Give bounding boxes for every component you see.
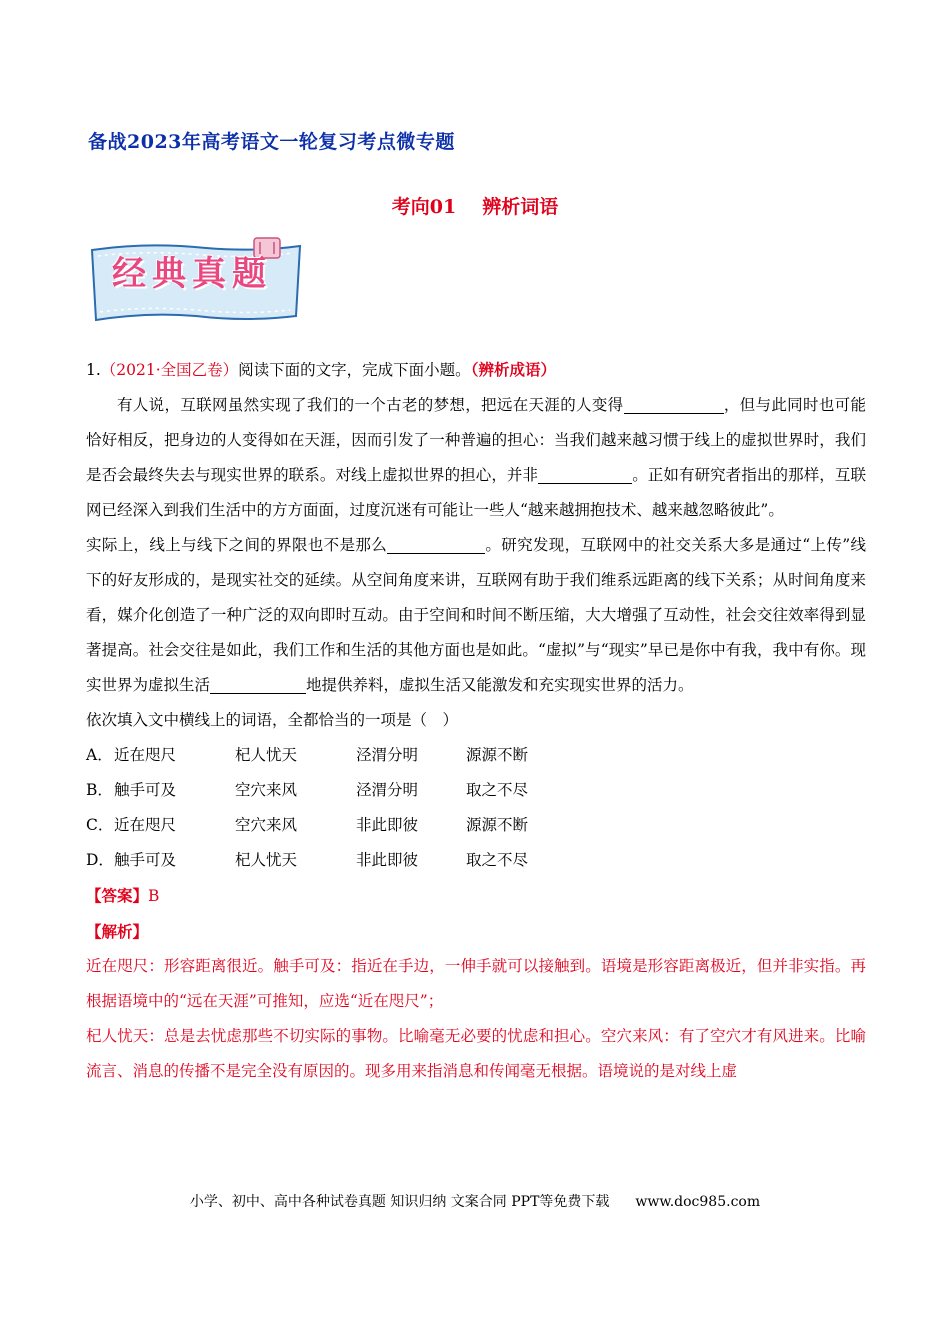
footer-text: 小学、初中、高中各种试卷真题 知识归纳 文案合同 PPT等免费下载 <box>189 1194 610 1210</box>
page-footer <box>0 1191 950 1211</box>
option-b[interactable] <box>86 773 866 808</box>
analysis-paragraph-2: 杞人忧天：总是去忧虑那些不切实际的事物。比喻毫无必要的忧虑和担心。空穴来风：有了空穴才有风进来。比喻流言、消息的传播不是完全没有原因的。现多用来指消息和传闻毫无根据。语境说的是对线上虚 <box>86 1027 866 1080</box>
passage-text: 。研究发现，互联网中的社交关系大多是通过“上传”线下的好友形成的，是现实社交的延续。从空间角度来讲，互联网有助于我们维系远距离的线下关系；从时间角度来看，媒介化创造了一种广泛的双向即时互动。由于空间和时间不断压缩，大大增强了互动性，社会交往效率得到显著提高。社会交往是如此，我们工作和生活的其他方面也是如此。“虚拟”与“现实”早已是你中有我，我中有你。现实世界为虚拟生活 <box>86 536 866 694</box>
option-label: C． <box>86 816 114 834</box>
passage-text: ，但与此同时也可能恰好相反，把身边的人变得如在天涯，因而引发了一种普遍的担心：当我们越来越习惯于线上的虚拟世界时，我们是否会最终失去与现实世界的联系。对线上虚拟世界的担心，并非 <box>86 396 866 484</box>
passage-text: 地提供养料，虚拟生活又能激发和充实现实世界的活力。 <box>306 676 694 694</box>
fill-blank-1 <box>624 395 724 414</box>
option-word: 触手可及 <box>114 851 177 869</box>
option-word: 近在咫尺 <box>114 816 177 834</box>
option-c[interactable] <box>86 808 866 843</box>
question-stem: 依次填入文中横线上的词语，全都恰当的一项是（ ） <box>86 711 459 729</box>
option-word: 空穴来风 <box>235 816 298 834</box>
passage-text: 。正如有研究者指出的那样，互联网已经深入到我们生活中的方方面面，过度沉迷有可能让一些人“越来越拥抱技术、越来越忽略彼此”。 <box>86 466 866 519</box>
option-word: 非此即彼 <box>356 816 419 834</box>
fill-blank-2 <box>538 465 632 484</box>
option-label: B． <box>86 781 113 799</box>
passage-text: 有人说，互联网虽然实现了我们的一个古老的梦想，把远在天涯的人变得 <box>117 396 624 414</box>
footer-url[interactable]: www.doc985.com <box>635 1194 761 1210</box>
option-word: 杞人忧天 <box>235 746 298 764</box>
passage-paragraph-2 <box>86 528 866 703</box>
option-word: 取之不尽 <box>466 851 529 869</box>
passage-paragraph-1 <box>86 388 866 528</box>
question-heading <box>86 352 866 388</box>
option-word: 泾渭分明 <box>356 746 419 764</box>
option-label: D． <box>86 851 114 869</box>
analysis-paragraph-1: 近在咫尺：形容距离很近。触手可及：指近在手边，一伸手就可以接触到。语境是形容距离极近，但并非实指。再根据语境中的“远在天涯”可推知，应选“近在咫尺”； <box>86 957 866 1010</box>
banner-label: 经典真题 <box>112 254 272 294</box>
option-word: 源源不断 <box>466 746 529 764</box>
question-content <box>86 352 866 1089</box>
option-label: A． <box>86 746 113 764</box>
option-word: 取之不尽 <box>466 781 529 799</box>
topic-name: 辨析词语 <box>482 196 559 218</box>
option-word: 源源不断 <box>466 816 529 834</box>
option-word: 触手可及 <box>114 781 177 799</box>
passage-text: 实际上，线上与线下之间的界限也不是那么 <box>86 536 388 554</box>
question-number: 1. <box>86 361 101 379</box>
question-source: （2021·全国乙卷） <box>100 361 239 379</box>
option-word: 杞人忧天 <box>235 851 298 869</box>
topic-title <box>0 192 950 219</box>
classic-questions-banner <box>86 236 308 328</box>
answer-value: B <box>148 887 160 905</box>
fill-blank-3 <box>387 535 485 554</box>
option-word: 近在咫尺 <box>114 746 177 764</box>
option-word: 非此即彼 <box>356 851 419 869</box>
topic-number: 考向01 <box>391 196 457 218</box>
answer-label: 【答案】 <box>86 886 149 905</box>
fill-blank-4 <box>210 675 306 694</box>
series-title: 备战2023年高考语文一轮复习考点微专题 <box>88 131 455 153</box>
option-a[interactable] <box>86 738 866 773</box>
answer-line <box>86 878 866 914</box>
option-d[interactable] <box>86 843 866 878</box>
question-tag: （辨析成语） <box>470 360 556 379</box>
option-word: 空穴来风 <box>235 781 298 799</box>
option-word: 泾渭分明 <box>356 781 419 799</box>
question-prompt: 阅读下面的文字，完成下面小题。 <box>238 361 471 379</box>
analysis-label: 【解析】 <box>86 922 149 941</box>
